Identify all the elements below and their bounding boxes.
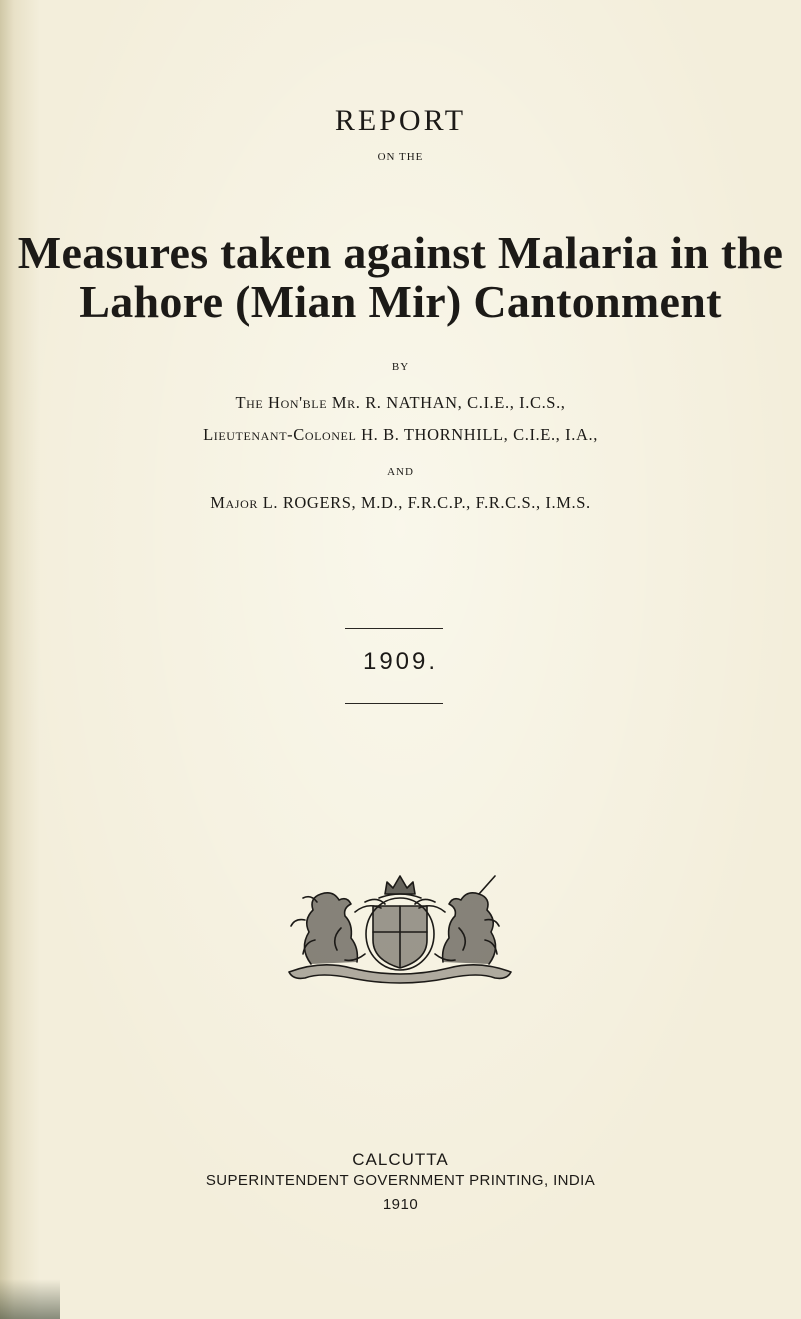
divider-bottom: [345, 703, 443, 704]
author-prefix: Major: [210, 493, 258, 512]
author-line-2: [0, 425, 801, 445]
imprint-city: CALCUTTA: [352, 1150, 449, 1169]
author-name: L. ROGERS, M.D., F.R.C.P., F.R.C.S., I.M.S.: [262, 493, 591, 512]
imprint-printer: SUPERINTENDENT GOVERNMENT PRINTING, INDIA: [205, 1172, 596, 1189]
title-line-2: Lahore (Mian Mir) Cantonment: [79, 276, 722, 327]
title-line-1: Measures taken against Malaria in the: [17, 227, 784, 278]
author-name: R. NATHAN, C.I.E., I.C.S.,: [365, 393, 566, 412]
page-edge-shadow: [0, 1279, 60, 1319]
imprint-year: 1910: [382, 1196, 419, 1213]
author-name: H. B. THORNHILL, C.I.E., I.A.,: [361, 425, 598, 444]
on-the-label: ON THE: [377, 151, 424, 163]
author-line-1: [0, 393, 801, 413]
royal-coat-of-arms-icon: [281, 868, 519, 986]
report-heading: REPORT: [334, 104, 467, 137]
by-label: BY: [391, 361, 410, 373]
author-line-3: [0, 493, 801, 513]
divider-top: [345, 628, 443, 629]
page-title: [0, 228, 801, 326]
and-label: AND: [387, 466, 414, 478]
author-prefix: Lieutenant-Colonel: [203, 425, 357, 444]
report-year: 1909.: [362, 648, 439, 675]
author-prefix: The Hon'ble Mr.: [235, 393, 361, 412]
